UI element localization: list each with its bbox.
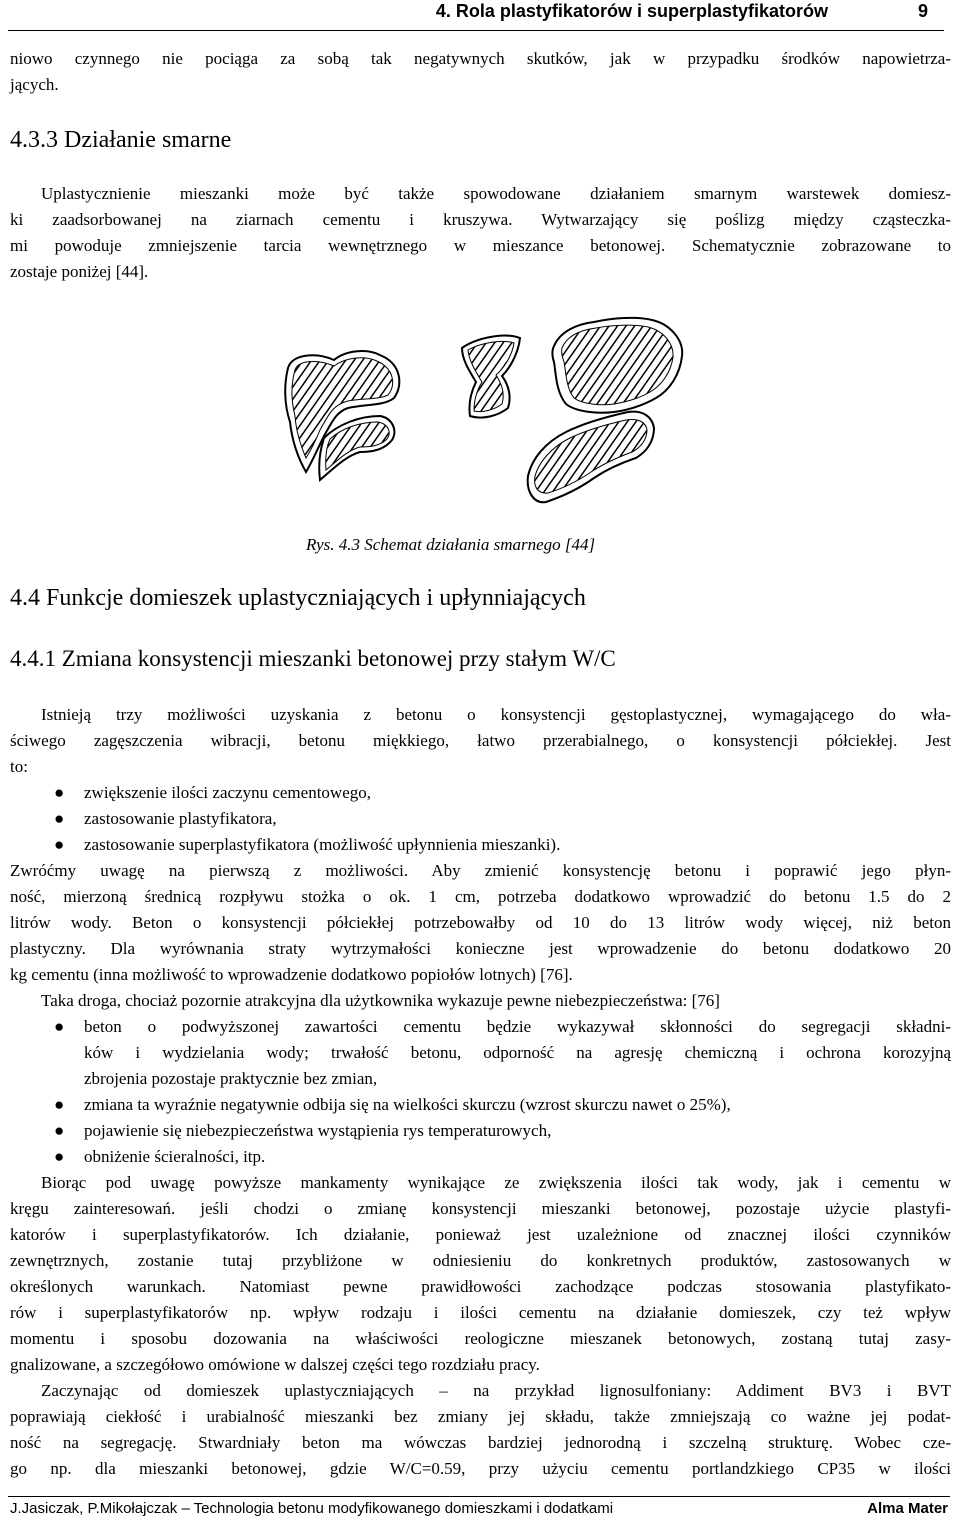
risks-list [10, 1014, 951, 1170]
section-heading-4-4-1: 4.4.1 Zmiana konsystencji mieszanki betonowej przy stałym W/C [10, 646, 616, 671]
list-item: ● zastosowanie plastyfikatora, [10, 806, 951, 832]
list-item: ● zmiana ta wyraźnie negatywnie odbija się na wielkości skurczu (wzrost skurczu nawet o 25%), [10, 1092, 951, 1118]
text-line: litrów wody. Beton o konsystencji półciekłej potrzebowałby od 10 do 13 litrów wody więcej, niż beton [10, 913, 951, 932]
list-item: ● zastosowanie superplastyfikatora (możliwość upłynnienia mieszanki). [10, 832, 951, 858]
text-line: go np. dla mieszanki betonowej, gdzie W/C=0.59, przy użyciu cementu portlandzkiego CP35 w ilości [10, 1459, 951, 1478]
bullet-icon: ● [54, 835, 65, 854]
consistency-options-list [10, 780, 951, 858]
text-line: mi powoduje zmniejszenie tarcia wewnętrznego w mieszance betonowej. Schematycznie zobrazowane to [10, 236, 951, 255]
list-item: ● obniżenie ścieralności, itp. [10, 1144, 951, 1170]
section-4-4-1-paragraph-4 [10, 1170, 951, 1378]
bullet-icon: ● [54, 783, 65, 802]
text-line: Biorąc pod uwagę powyższe mankamenty wynikające ze zwiększenia ilości tak wody, jak i cementu w [41, 1173, 951, 1192]
cement-grain-shape [285, 351, 399, 480]
aggregate-grain-shape [528, 412, 654, 503]
bullet-icon: ● [54, 1147, 65, 1166]
text-line: Uplastycznienie mieszanki może być także spowodowane działaniem smarnym warstewek domiesz- [41, 184, 951, 203]
text-line: Zwróćmy uwagę na pierwszą z możliwości. Aby zmienić konsystencję betonu i poprawić jego płyn- [10, 861, 951, 880]
list-item: ● beton o podwyższonej zawartości cementu będzie wykazywał skłonności do segregacji składni- ków i wydzielania wody; trwałość betonu, odporność na agresję chemiczną i ochrona korozyjną zbrojenia pozostaje praktycznie bez zmian, [10, 1014, 951, 1092]
text-line: kg cementu (inna możliwość to wprowadzenie dodatkowo popiołów lotnych) [76]. [10, 965, 573, 984]
running-header-title: 4. Rola plastyfikatorów i superplastyfikatorów [435, 1, 828, 21]
text-line: jących. [10, 75, 59, 94]
footer-publisher: Alma Mater [867, 1500, 948, 1517]
text-line: to: [10, 757, 28, 776]
text-line: określonych warunkach. Natomiast pewne prawidłowości zachodzące podczas stosowania plastyfikato- [10, 1277, 951, 1296]
text-line: katorów i superplastyfikatorów. Ich działanie, ponieważ jest uzależnione od znacznej ilości czynników [10, 1225, 951, 1244]
footer-authors-title: J.Jasiczak, P.Mikołajczak – Technologia betonu modyfikowanego domieszkami i dodatkami [10, 1500, 614, 1517]
text-line: Zaczynając od domieszek uplastyczniających – na przykład lignosulfoniany: Addiment BV3 i BVT [41, 1381, 951, 1400]
section-4-4-1-paragraph-5 [10, 1378, 951, 1482]
section-4-4-1-paragraph-3 [10, 988, 951, 1014]
text-line: ność, mierzoną średnicą rozpływu stożka o ok. 1 cm, potrzeba dodatkowo wprowadzić do betonu 1.5 do 2 [10, 887, 951, 906]
bullet-icon: ● [54, 1121, 65, 1140]
text-line: plastyczny. Dla wyrównania straty wytrzymałości konieczne jest wprowadzenie do betonu dodatkowo 20 [10, 939, 951, 958]
text-line: momentu i sposobu dozowania na właściwości reologiczne mieszanek betonowych, zostaną tutaj zasy- [10, 1329, 951, 1348]
list-item: ● zwiększenie ilości zaczynu cementowego, [10, 780, 951, 806]
bullet-icon: ● [54, 1017, 65, 1036]
list-item: ● pojawienie się niebezpieczeństwa wystąpienia rys temperaturowych, [10, 1118, 951, 1144]
text-line: poprawiają ciekłość i urabialność mieszanki bez zmiany jej składu, także zmniejszają co ważne jej podat- [10, 1407, 951, 1426]
page-footer [8, 1496, 950, 1519]
aggregate-grain-shape [553, 318, 683, 413]
page-header [8, 0, 944, 31]
section-4-4-1-paragraph-2 [10, 858, 951, 988]
section-4-3-3-paragraph [10, 181, 951, 285]
section-heading-4-4: 4.4 Funkcje domieszek uplastyczniających i upłynniających [10, 585, 586, 611]
bullet-icon: ● [54, 809, 65, 828]
intro-paragraph [10, 46, 951, 98]
text-line: ściwego zagęszczenia wibracji, betonu miękkiego, łatwo przerabialnego, o konsystencji półciekłej. Jest [10, 731, 951, 750]
figure-caption: Rys. 4.3 Schemat działania smarnego [44] [306, 535, 596, 554]
bullet-icon: ● [54, 1095, 65, 1114]
text-line: ność na segregację. Stwardniały beton ma wówczas bardziej jednorodną i szczelną strukturę. Wobec cze- [10, 1433, 951, 1452]
text-line: kręgu zainteresowań. jeśli chodzi o zmianę konsystencji mieszanki betonowej, pozostaje użycie plastyfi- [10, 1199, 951, 1218]
text-line: gnalizowane, a szczegółowo omówione w dalszej części tego rozdziału pracy. [10, 1355, 540, 1374]
text-line: niowo czynnego nie pociąga za sobą tak negatywnych skutków, jak w przypadku środków napowietrza- [10, 49, 951, 68]
text-line: Taka droga, chociaż pozornie atrakcyjna dla użytkownika wykazuje pewne niebezpieczeństwa: [76] [41, 991, 720, 1010]
lubrication-schematic-figure [276, 312, 696, 532]
section-heading-4-3-3: 4.3.3 Działanie smarne [10, 127, 232, 153]
text-line: Istnieją trzy możliwości uzyskania z betonu o konsystencji gęstoplastycznej, wymagającego do wła- [41, 705, 951, 724]
text-line: zewnętrznych, zostanie tutaj przybliżone w odniesieniu do konkretnych produktów, zastosowanych w [10, 1251, 951, 1270]
page-number: 9 [917, 1, 928, 21]
text-line: zostaje poniżej [44]. [10, 262, 149, 281]
section-4-4-1-paragraph-1 [10, 702, 951, 780]
text-line: rów i superplastyfikatorów np. wpływ rodzaju i ilości cementu na działanie domieszek, czy też wpływ [10, 1303, 951, 1322]
text-line: ki zaadsorbowanej na ziarnach cementu i kruszywa. Wytwarzający się poślizg między cząsteczka- [10, 210, 951, 229]
cement-grain-shape [462, 336, 520, 418]
